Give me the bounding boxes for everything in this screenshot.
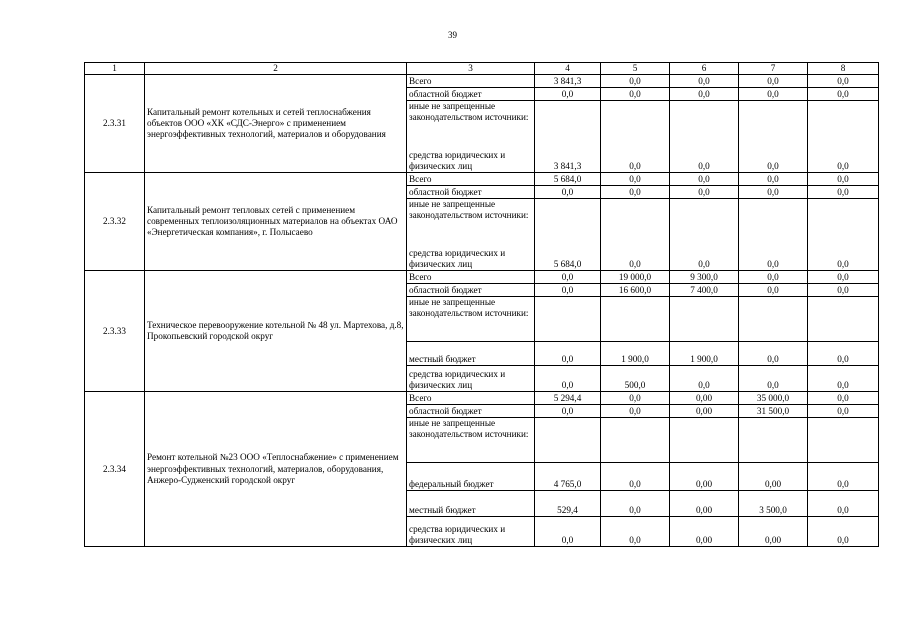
value-cell: 0,0 bbox=[739, 342, 808, 366]
value-cell: 0,0 bbox=[808, 242, 879, 271]
value-cell: 0,0 bbox=[739, 284, 808, 297]
value-cell: 35 000,0 bbox=[739, 392, 808, 405]
value-cell: 0,00 bbox=[739, 517, 808, 547]
value-cell: 0,0 bbox=[670, 144, 739, 173]
value-cell bbox=[601, 199, 670, 242]
value-cell: 0,0 bbox=[739, 271, 808, 284]
value-cell: 0,0 bbox=[808, 186, 879, 199]
page-number: 39 bbox=[448, 30, 457, 40]
table-row bbox=[85, 271, 879, 284]
value-cell bbox=[808, 418, 879, 463]
value-cell: 0,0 bbox=[670, 186, 739, 199]
value-cell bbox=[670, 101, 739, 144]
value-cell bbox=[670, 297, 739, 342]
project-description: Техническое перевооружение котельной № 48 ул. Мартехова, д.8, Прокопьевский городской округ bbox=[145, 271, 407, 392]
value-cell: 0,0 bbox=[670, 75, 739, 88]
value-cell bbox=[601, 297, 670, 342]
value-cell: 0,0 bbox=[808, 491, 879, 517]
value-cell: 0,0 bbox=[670, 173, 739, 186]
funding-source-label: средства юридических и физических лиц bbox=[407, 517, 535, 547]
value-cell: 0,0 bbox=[601, 242, 670, 271]
value-cell: 0,0 bbox=[808, 405, 879, 418]
value-cell: 0,0 bbox=[601, 491, 670, 517]
value-cell bbox=[739, 199, 808, 242]
value-cell: 4 765,0 bbox=[535, 463, 601, 491]
value-cell: 0,0 bbox=[739, 186, 808, 199]
funding-source-label: областной бюджет bbox=[407, 405, 535, 418]
value-cell: 0,0 bbox=[808, 88, 879, 101]
value-cell: 5 684,0 bbox=[535, 242, 601, 271]
value-cell: 0,0 bbox=[739, 366, 808, 392]
value-cell: 0,0 bbox=[601, 517, 670, 547]
value-cell: 0,0 bbox=[739, 75, 808, 88]
funding-source-label: областной бюджет bbox=[407, 88, 535, 101]
value-cell: 0,0 bbox=[739, 88, 808, 101]
value-cell: 0,0 bbox=[601, 88, 670, 101]
funding-source-label: Всего bbox=[407, 392, 535, 405]
funding-source-label: средства юридических и физических лиц bbox=[407, 242, 535, 271]
value-cell: 0,0 bbox=[808, 75, 879, 88]
project-description: Капитальный ремонт тепловых сетей с применением современных теплоизоляционных материалов на объектах ОАО «Энергетическая компания», г. Полысаево bbox=[145, 173, 407, 271]
funding-source-label: иные не запрещенные законодательством источники: bbox=[407, 297, 535, 342]
col-header: 5 bbox=[601, 63, 670, 75]
value-cell bbox=[808, 101, 879, 144]
project-number: 2.3.31 bbox=[85, 75, 145, 173]
value-cell: 5 294,4 bbox=[535, 392, 601, 405]
value-cell: 0,0 bbox=[808, 284, 879, 297]
value-cell: 3 500,0 bbox=[739, 491, 808, 517]
value-cell: 0,0 bbox=[739, 242, 808, 271]
value-cell: 0,00 bbox=[739, 463, 808, 491]
value-cell: 0,0 bbox=[535, 88, 601, 101]
value-cell bbox=[739, 418, 808, 463]
value-cell: 1 900,0 bbox=[670, 342, 739, 366]
value-cell: 0,0 bbox=[535, 366, 601, 392]
col-header: 1 bbox=[85, 63, 145, 75]
value-cell: 0,0 bbox=[601, 144, 670, 173]
value-cell: 0,0 bbox=[601, 463, 670, 491]
value-cell: 500,0 bbox=[601, 366, 670, 392]
col-header: 7 bbox=[739, 63, 808, 75]
funding-source-label: иные не запрещенные законодательством источники: bbox=[407, 199, 535, 242]
value-cell: 16 600,0 bbox=[601, 284, 670, 297]
value-cell: 19 000,0 bbox=[601, 271, 670, 284]
value-cell: 0,0 bbox=[601, 186, 670, 199]
value-cell: 9 300,0 bbox=[670, 271, 739, 284]
value-cell bbox=[535, 199, 601, 242]
value-cell bbox=[601, 418, 670, 463]
project-description: Капитальный ремонт котельных и сетей теплоснабжения объектов ООО «ХК «СДС-Энерго» с применением энергоэффективных технологий, материалов и оборудования bbox=[145, 75, 407, 173]
header-row bbox=[85, 63, 879, 75]
col-header: 4 bbox=[535, 63, 601, 75]
project-number: 2.3.32 bbox=[85, 173, 145, 271]
value-cell bbox=[535, 101, 601, 144]
value-cell: 0,0 bbox=[535, 342, 601, 366]
col-header: 6 bbox=[670, 63, 739, 75]
value-cell: 7 400,0 bbox=[670, 284, 739, 297]
value-cell bbox=[535, 418, 601, 463]
funding-source-label: местный бюджет bbox=[407, 342, 535, 366]
value-cell: 0,0 bbox=[601, 392, 670, 405]
value-cell: 0,0 bbox=[808, 366, 879, 392]
funding-source-label: Всего bbox=[407, 271, 535, 284]
value-cell: 0,00 bbox=[670, 491, 739, 517]
value-cell bbox=[808, 297, 879, 342]
budget-table bbox=[84, 62, 879, 547]
funding-source-label: федеральный бюджет bbox=[407, 463, 535, 491]
value-cell: 0,0 bbox=[535, 186, 601, 199]
value-cell: 31 500,0 bbox=[739, 405, 808, 418]
col-header: 8 bbox=[808, 63, 879, 75]
value-cell: 0,0 bbox=[808, 144, 879, 173]
value-cell: 3 841,3 bbox=[535, 75, 601, 88]
value-cell: 0,0 bbox=[808, 173, 879, 186]
value-cell bbox=[601, 101, 670, 144]
value-cell: 0,0 bbox=[535, 517, 601, 547]
funding-source-label: Всего bbox=[407, 75, 535, 88]
value-cell bbox=[535, 297, 601, 342]
value-cell: 0,0 bbox=[739, 144, 808, 173]
value-cell: 0,0 bbox=[601, 405, 670, 418]
value-cell: 3 841,3 bbox=[535, 144, 601, 173]
funding-source-label: Всего bbox=[407, 173, 535, 186]
value-cell: 0,00 bbox=[670, 405, 739, 418]
value-cell: 0,0 bbox=[808, 342, 879, 366]
funding-source-label: областной бюджет bbox=[407, 186, 535, 199]
table-row bbox=[85, 75, 879, 88]
value-cell bbox=[808, 199, 879, 242]
value-cell bbox=[739, 297, 808, 342]
project-number: 2.3.33 bbox=[85, 271, 145, 392]
value-cell: 0,0 bbox=[739, 173, 808, 186]
funding-source-label: местный бюджет bbox=[407, 491, 535, 517]
value-cell: 0,0 bbox=[535, 405, 601, 418]
value-cell: 0,0 bbox=[670, 366, 739, 392]
value-cell: 5 684,0 bbox=[535, 173, 601, 186]
value-cell: 0,0 bbox=[535, 284, 601, 297]
value-cell bbox=[739, 101, 808, 144]
funding-source-label: иные не запрещенные законодательством источники: bbox=[407, 101, 535, 144]
table-row bbox=[85, 392, 879, 405]
value-cell: 0,0 bbox=[808, 463, 879, 491]
funding-source-label: средства юридических и физических лиц bbox=[407, 144, 535, 173]
value-cell: 529,4 bbox=[535, 491, 601, 517]
value-cell: 0,00 bbox=[670, 517, 739, 547]
value-cell: 0,0 bbox=[670, 88, 739, 101]
value-cell: 1 900,0 bbox=[601, 342, 670, 366]
value-cell: 0,0 bbox=[808, 517, 879, 547]
value-cell: 0,0 bbox=[808, 271, 879, 284]
value-cell bbox=[670, 199, 739, 242]
value-cell bbox=[670, 418, 739, 463]
table-row bbox=[85, 173, 879, 186]
value-cell: 0,0 bbox=[808, 392, 879, 405]
value-cell: 0,00 bbox=[670, 463, 739, 491]
value-cell: 0,0 bbox=[601, 173, 670, 186]
funding-source-label: иные не запрещенные законодательством источники: bbox=[407, 418, 535, 463]
project-description: Ремонт котельной №23 ООО «Теплоснабжение» с применением энергоэффективных технологий, материалов, оборудования, Анжеро-Судженский городской округ bbox=[145, 392, 407, 547]
value-cell: 0,0 bbox=[670, 242, 739, 271]
funding-source-label: областной бюджет bbox=[407, 284, 535, 297]
col-header: 3 bbox=[407, 63, 535, 75]
funding-source-label: средства юридических и физических лиц bbox=[407, 366, 535, 392]
project-number: 2.3.34 bbox=[85, 392, 145, 547]
value-cell: 0,00 bbox=[670, 392, 739, 405]
value-cell: 0,0 bbox=[535, 271, 601, 284]
col-header: 2 bbox=[145, 63, 407, 75]
value-cell: 0,0 bbox=[601, 75, 670, 88]
